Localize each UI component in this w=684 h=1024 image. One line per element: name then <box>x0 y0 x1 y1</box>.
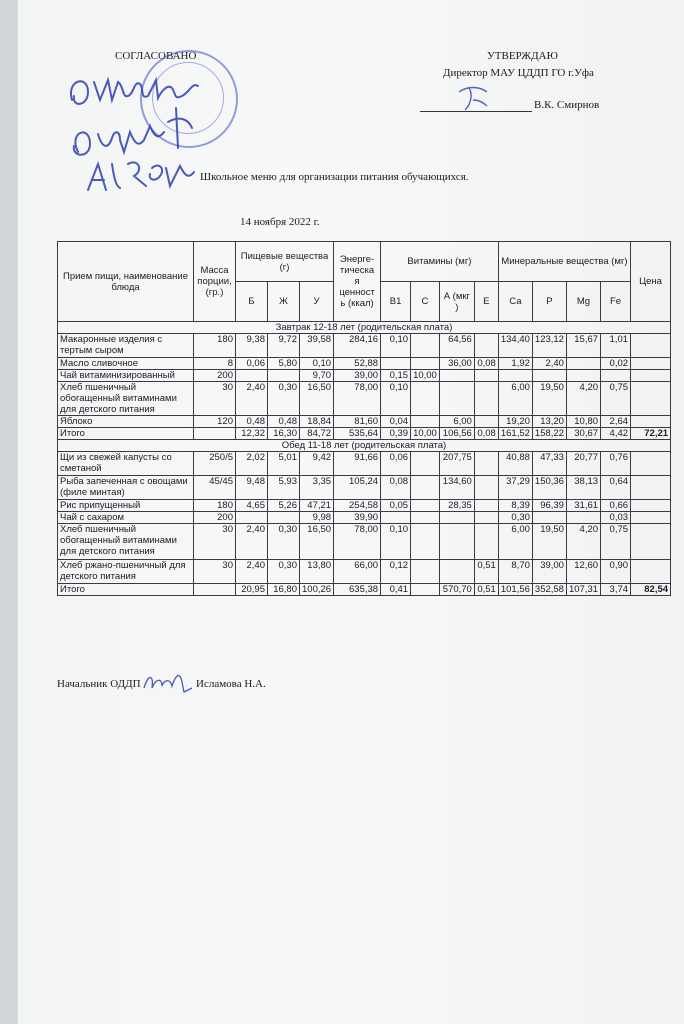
price-cell <box>631 370 671 382</box>
dish-name: Рис припущенный <box>58 500 194 512</box>
price-cell <box>631 358 671 370</box>
col-nutrients: Пищевые вещества (г) <box>236 242 334 282</box>
value-cell: 0,30 <box>268 524 300 560</box>
value-cell <box>381 512 411 524</box>
price-cell <box>631 416 671 428</box>
value-cell: 0,30 <box>268 560 300 584</box>
handwritten-signature <box>58 60 248 200</box>
director-signature <box>455 82 495 114</box>
value-cell: 19,50 <box>532 382 566 416</box>
footer-signature <box>140 668 192 696</box>
value-cell <box>439 560 474 584</box>
value-cell: 0,66 <box>601 500 631 512</box>
value-cell <box>236 370 268 382</box>
value-cell: 200 <box>194 512 236 524</box>
dish-name: Хлеб пшеничный обогащенный витаминами для детского питания <box>58 524 194 560</box>
value-cell: 1,92 <box>498 358 532 370</box>
value-cell: 13,80 <box>300 560 334 584</box>
col-vitamins: Витамины (мг) <box>381 242 499 282</box>
dish-row <box>58 370 671 382</box>
value-cell: 9,72 <box>268 334 300 358</box>
value-cell <box>439 382 474 416</box>
value-cell: 180 <box>194 334 236 358</box>
page-title: Школьное меню для организации питания обучающихся. <box>200 171 469 183</box>
value-cell: 0,03 <box>601 512 631 524</box>
value-cell: 13,20 <box>532 416 566 428</box>
value-cell <box>532 512 566 524</box>
price-cell <box>631 524 671 560</box>
dish-name: Хлеб ржано-пшеничный для детского питания <box>58 560 194 584</box>
value-cell: 0,05 <box>381 500 411 512</box>
value-cell: 16,50 <box>300 382 334 416</box>
value-cell <box>381 358 411 370</box>
approved-label: УТВЕРЖДАЮ <box>487 50 558 62</box>
value-cell <box>439 512 474 524</box>
dish-row <box>58 382 671 416</box>
value-cell: 30 <box>194 382 236 416</box>
value-cell: 0,90 <box>601 560 631 584</box>
value-cell: 0,30 <box>268 382 300 416</box>
dish-name: Щи из свежей капусты со сметаной <box>58 452 194 476</box>
value-cell: 0,10 <box>381 382 411 416</box>
dish-name: Макаронные изделия с тертым сыром <box>58 334 194 358</box>
price-cell <box>631 560 671 584</box>
value-cell: 2,02 <box>236 452 268 476</box>
value-cell <box>411 524 440 560</box>
value-cell <box>474 476 498 500</box>
value-cell <box>532 370 566 382</box>
value-cell <box>411 452 440 476</box>
value-cell: 47,21 <box>300 500 334 512</box>
value-cell: 284,16 <box>334 334 381 358</box>
value-cell: 0,08 <box>381 476 411 500</box>
value-cell <box>268 512 300 524</box>
value-cell: 37,29 <box>498 476 532 500</box>
dish-row <box>58 500 671 512</box>
value-cell: 16,80 <box>268 584 300 596</box>
value-cell <box>566 512 600 524</box>
value-cell <box>474 500 498 512</box>
footer-head-name: Исламова Н.А. <box>196 678 266 690</box>
value-cell: 0,06 <box>381 452 411 476</box>
value-cell: 20,77 <box>566 452 600 476</box>
value-cell: 150,36 <box>532 476 566 500</box>
value-cell: 20,95 <box>236 584 268 596</box>
value-cell: 78,00 <box>334 382 381 416</box>
value-cell: 31,61 <box>566 500 600 512</box>
col-c: С <box>411 282 440 322</box>
value-cell: 134,40 <box>498 334 532 358</box>
value-cell <box>411 358 440 370</box>
value-cell: 10,00 <box>411 370 440 382</box>
col-zh: Ж <box>268 282 300 322</box>
col-ca: Са <box>498 282 532 322</box>
director-name: В.К. Смирнов <box>534 99 600 111</box>
value-cell: 96,39 <box>532 500 566 512</box>
value-cell: 78,00 <box>334 524 381 560</box>
price-cell <box>631 382 671 416</box>
price-cell <box>631 476 671 500</box>
value-cell <box>474 524 498 560</box>
value-cell: 0,08 <box>474 428 498 440</box>
value-cell: 9,70 <box>300 370 334 382</box>
value-cell <box>268 370 300 382</box>
value-cell: 4,65 <box>236 500 268 512</box>
price-cell <box>631 512 671 524</box>
value-cell <box>411 416 440 428</box>
value-cell <box>474 452 498 476</box>
price-cell: 82,54 <box>631 584 671 596</box>
value-cell: 30 <box>194 524 236 560</box>
value-cell <box>601 370 631 382</box>
value-cell: 0,15 <box>381 370 411 382</box>
section-row <box>58 322 671 334</box>
value-cell: 0,06 <box>236 358 268 370</box>
value-cell: 16,30 <box>268 428 300 440</box>
value-cell: 10,00 <box>411 428 440 440</box>
value-cell: 19,50 <box>532 524 566 560</box>
value-cell: 84,72 <box>300 428 334 440</box>
footer-head-label: Начальник ОДДП <box>57 678 141 690</box>
value-cell: 18,84 <box>300 416 334 428</box>
value-cell: 39,00 <box>334 370 381 382</box>
col-mass: Масса порции, (гр.) <box>194 242 236 322</box>
menu-date: 14 ноября 2022 г. <box>240 216 320 228</box>
section-title: Обед 11-18 лет (родительская плата) <box>58 440 671 452</box>
value-cell: 9,42 <box>300 452 334 476</box>
dish-name: Итого <box>58 584 194 596</box>
value-cell: 81,60 <box>334 416 381 428</box>
value-cell: 0,48 <box>236 416 268 428</box>
value-cell: 9,38 <box>236 334 268 358</box>
value-cell: 635,38 <box>334 584 381 596</box>
col-b1: В1 <box>381 282 411 322</box>
value-cell: 0,48 <box>268 416 300 428</box>
value-cell <box>439 524 474 560</box>
value-cell: 2,40 <box>236 560 268 584</box>
value-cell: 8,39 <box>498 500 532 512</box>
value-cell: 0,10 <box>381 524 411 560</box>
value-cell: 8,70 <box>498 560 532 584</box>
value-cell: 0,12 <box>381 560 411 584</box>
value-cell <box>474 370 498 382</box>
value-cell: 105,24 <box>334 476 381 500</box>
dish-row <box>58 560 671 584</box>
value-cell <box>474 382 498 416</box>
value-cell: 161,52 <box>498 428 532 440</box>
value-cell: 0,51 <box>474 560 498 584</box>
dish-name: Масло сливочное <box>58 358 194 370</box>
value-cell: 12,32 <box>236 428 268 440</box>
dish-row <box>58 358 671 370</box>
value-cell: 12,60 <box>566 560 600 584</box>
dish-name: Яблоко <box>58 416 194 428</box>
value-cell: 0,10 <box>300 358 334 370</box>
value-cell: 38,13 <box>566 476 600 500</box>
agreed-label: СОГЛАСОВАНО <box>115 50 197 62</box>
col-u: У <box>300 282 334 322</box>
dish-row <box>58 416 671 428</box>
value-cell <box>498 370 532 382</box>
value-cell: 91,66 <box>334 452 381 476</box>
value-cell: 30 <box>194 560 236 584</box>
value-cell: 47,33 <box>532 452 566 476</box>
value-cell: 9,98 <box>300 512 334 524</box>
dish-name: Рыба запеченная с овощами (филе минтая) <box>58 476 194 500</box>
value-cell: 2,64 <box>601 416 631 428</box>
value-cell: 0,02 <box>601 358 631 370</box>
value-cell: 107,31 <box>566 584 600 596</box>
value-cell: 0,76 <box>601 452 631 476</box>
value-cell: 4,42 <box>601 428 631 440</box>
value-cell: 3,74 <box>601 584 631 596</box>
value-cell: 4,20 <box>566 382 600 416</box>
dish-row <box>58 476 671 500</box>
value-cell: 8 <box>194 358 236 370</box>
col-mg: Mg <box>566 282 600 322</box>
value-cell: 19,20 <box>498 416 532 428</box>
col-e: Е <box>474 282 498 322</box>
value-cell: 45/45 <box>194 476 236 500</box>
value-cell <box>411 382 440 416</box>
value-cell: 100,26 <box>300 584 334 596</box>
total-row <box>58 428 671 440</box>
dish-row <box>58 512 671 524</box>
col-b: Б <box>236 282 268 322</box>
section-title: Завтрак 12-18 лет (родительская плата) <box>58 322 671 334</box>
col-p: Р <box>532 282 566 322</box>
value-cell <box>474 416 498 428</box>
price-cell <box>631 334 671 358</box>
value-cell: 5,01 <box>268 452 300 476</box>
value-cell: 2,40 <box>236 524 268 560</box>
col-fe: Fe <box>601 282 631 322</box>
col-dish: Прием пищи, наименование блюда <box>58 242 194 322</box>
director-title: Директор МАУ ЦДДП ГО г.Уфа <box>443 67 594 79</box>
dish-row <box>58 452 671 476</box>
value-cell: 0,39 <box>381 428 411 440</box>
value-cell: 0,04 <box>381 416 411 428</box>
menu-table <box>57 241 671 596</box>
value-cell: 3,35 <box>300 476 334 500</box>
value-cell <box>566 358 600 370</box>
col-energy: Энерге-тическа я ценност ь (ккал) <box>334 242 381 322</box>
value-cell: 52,88 <box>334 358 381 370</box>
value-cell: 120 <box>194 416 236 428</box>
value-cell: 0,75 <box>601 382 631 416</box>
value-cell: 5,80 <box>268 358 300 370</box>
value-cell <box>194 428 236 440</box>
dish-name: Чай витаминизированный <box>58 370 194 382</box>
value-cell: 10,80 <box>566 416 600 428</box>
dish-name: Итого <box>58 428 194 440</box>
value-cell: 0,64 <box>601 476 631 500</box>
value-cell: 9,48 <box>236 476 268 500</box>
price-cell <box>631 452 671 476</box>
col-price: Цена <box>631 242 671 322</box>
value-cell: 40,88 <box>498 452 532 476</box>
section-row <box>58 440 671 452</box>
value-cell: 106,56 <box>439 428 474 440</box>
dish-row <box>58 334 671 358</box>
value-cell: 16,50 <box>300 524 334 560</box>
value-cell <box>411 560 440 584</box>
col-minerals: Минеральные вещества (мг) <box>498 242 630 282</box>
value-cell: 134,60 <box>439 476 474 500</box>
value-cell: 64,56 <box>439 334 474 358</box>
value-cell: 6,00 <box>498 382 532 416</box>
value-cell: 0,08 <box>474 358 498 370</box>
value-cell: 66,00 <box>334 560 381 584</box>
value-cell <box>474 512 498 524</box>
value-cell: 30,67 <box>566 428 600 440</box>
value-cell: 28,35 <box>439 500 474 512</box>
value-cell <box>194 584 236 596</box>
value-cell <box>411 500 440 512</box>
value-cell <box>411 584 440 596</box>
dish-row <box>58 524 671 560</box>
value-cell: 570,70 <box>439 584 474 596</box>
total-row <box>58 584 671 596</box>
value-cell: 5,26 <box>268 500 300 512</box>
value-cell: 36,00 <box>439 358 474 370</box>
value-cell: 6,00 <box>439 416 474 428</box>
value-cell <box>474 334 498 358</box>
dish-name: Хлеб пшеничный обогащенный витаминами для детского питания <box>58 382 194 416</box>
value-cell: 0,51 <box>474 584 498 596</box>
price-cell: 72,21 <box>631 428 671 440</box>
value-cell: 4,20 <box>566 524 600 560</box>
value-cell: 0,41 <box>381 584 411 596</box>
col-a: А (мкг ) <box>439 282 474 322</box>
value-cell: 254,58 <box>334 500 381 512</box>
value-cell: 6,00 <box>498 524 532 560</box>
dish-name: Чай с сахаром <box>58 512 194 524</box>
value-cell: 39,90 <box>334 512 381 524</box>
value-cell <box>236 512 268 524</box>
value-cell <box>566 370 600 382</box>
value-cell <box>411 512 440 524</box>
value-cell: 1,01 <box>601 334 631 358</box>
value-cell: 0,10 <box>381 334 411 358</box>
value-cell: 123,12 <box>532 334 566 358</box>
value-cell: 207,75 <box>439 452 474 476</box>
value-cell: 2,40 <box>236 382 268 416</box>
value-cell <box>439 370 474 382</box>
value-cell: 352,58 <box>532 584 566 596</box>
value-cell <box>411 476 440 500</box>
value-cell: 250/5 <box>194 452 236 476</box>
value-cell: 15,67 <box>566 334 600 358</box>
value-cell: 0,30 <box>498 512 532 524</box>
value-cell: 0,75 <box>601 524 631 560</box>
price-cell <box>631 500 671 512</box>
value-cell: 39,58 <box>300 334 334 358</box>
value-cell: 101,56 <box>498 584 532 596</box>
value-cell: 180 <box>194 500 236 512</box>
value-cell: 535,64 <box>334 428 381 440</box>
value-cell: 200 <box>194 370 236 382</box>
value-cell: 2,40 <box>532 358 566 370</box>
value-cell: 39,00 <box>532 560 566 584</box>
value-cell <box>411 334 440 358</box>
value-cell: 5,93 <box>268 476 300 500</box>
value-cell: 158,22 <box>532 428 566 440</box>
